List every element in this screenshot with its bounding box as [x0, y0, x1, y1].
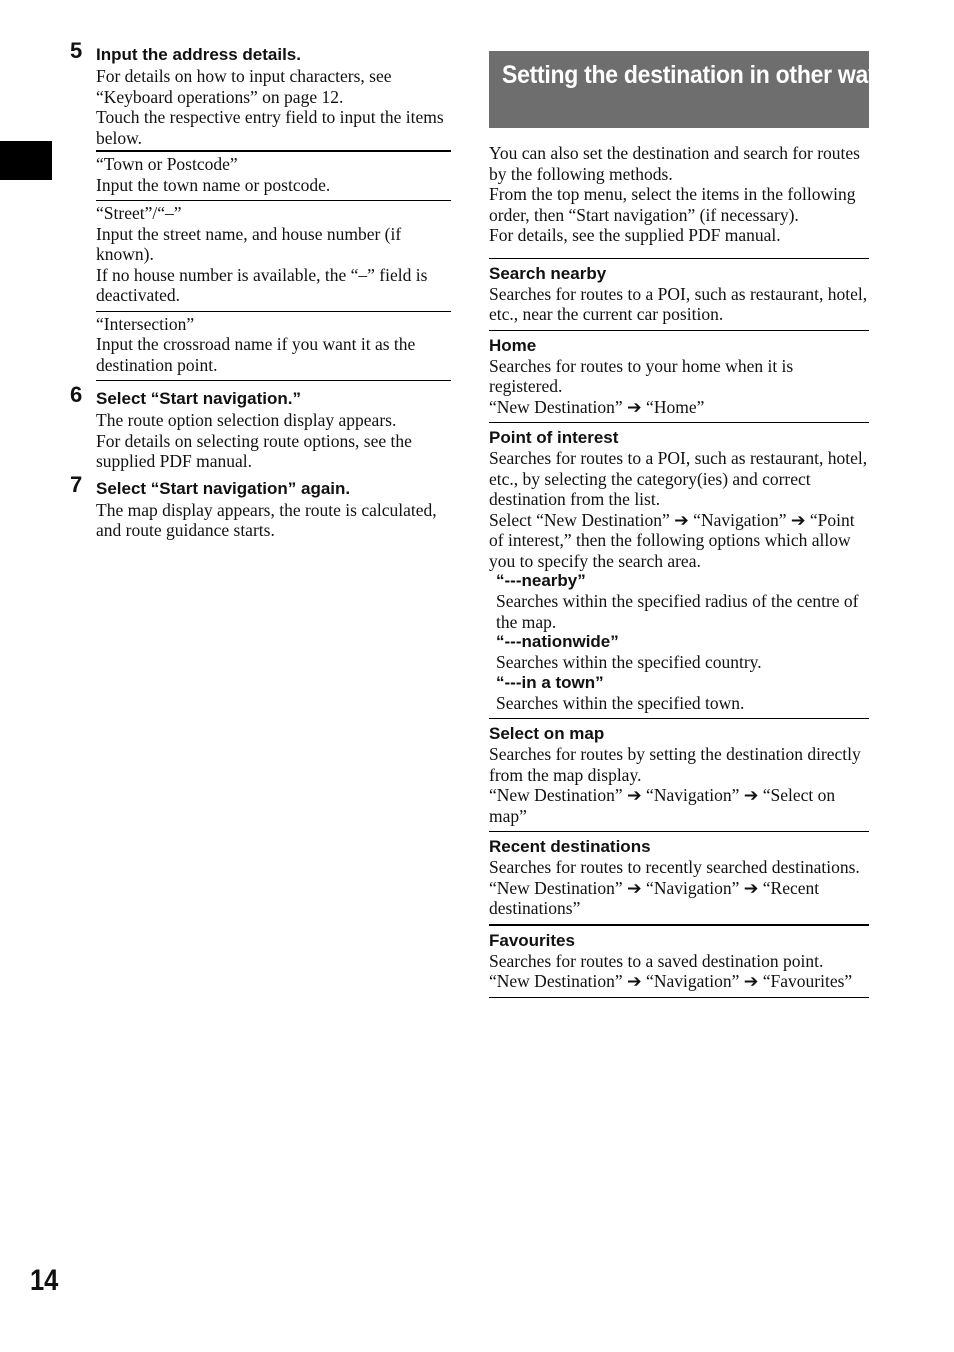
item-favourites	[489, 924, 869, 998]
item-select-on-map	[489, 718, 869, 831]
step-text: The route option selection display appears.	[96, 410, 397, 430]
item-path: “New Destination” ➔ “Navigation” ➔ “Select on map”	[489, 785, 836, 826]
option-nationwide	[489, 632, 869, 673]
step-text: For details on how to input characters, see “Keyboard operations” on page 12.	[96, 66, 392, 107]
option-desc: Searches within the specified country.	[496, 652, 762, 672]
item-desc: Searches for routes to your home when it is registered.	[489, 355, 794, 396]
option-title: “---nationwide”	[496, 632, 619, 651]
field-town-postcode	[96, 150, 451, 200]
step-number: 7	[70, 471, 83, 497]
item-title: Select on map	[489, 724, 605, 743]
section-title: Setting the destination in other ways	[502, 61, 894, 89]
option-title: “---nearby”	[496, 571, 586, 590]
item-desc: Searches for routes to a POI, such as restaurant, hotel, etc., by selecting the category(ies) and correct destination from the list.	[489, 448, 868, 509]
item-path: “New Destination” ➔ “Home”	[489, 396, 705, 417]
item-path: “New Destination” ➔ “Navigation” ➔ “Recent destinations”	[489, 877, 820, 918]
item-title: Point of interest	[489, 428, 619, 447]
step-6	[70, 382, 451, 472]
left-column	[70, 38, 451, 541]
step-title: Select “Start navigation” again.	[96, 478, 351, 498]
item-home	[489, 330, 869, 423]
item-path: “New Destination” ➔ “Navigation” ➔ “Favourites”	[489, 971, 853, 991]
step-text: For details on selecting route options, see the supplied PDF manual.	[96, 430, 412, 471]
field-street	[96, 200, 451, 311]
item-title: Home	[489, 335, 537, 355]
field-intersection	[96, 311, 451, 381]
item-title: Favourites	[489, 930, 575, 950]
step-text: Touch the respective entry field to input the items below.	[96, 107, 444, 148]
step-number: 5	[70, 38, 83, 63]
step-7	[70, 471, 451, 541]
step-number: 6	[70, 382, 83, 407]
page-number: 14	[30, 1264, 59, 1297]
field-desc: If no house number is available, the “–” field is deactivated.	[96, 264, 428, 305]
intro-text: From the top menu, select the items in the following order, then “Start navigation” (if necessary).	[489, 184, 856, 225]
item-title: Recent destinations	[489, 837, 651, 856]
field-desc: Input the town name or postcode.	[96, 174, 331, 195]
option-nearby	[489, 571, 869, 632]
option-in-a-town	[489, 673, 869, 714]
right-column	[489, 51, 894, 998]
intro-text: For details, see the supplied PDF manual.	[489, 225, 781, 245]
field-name: “Street”/“–”	[96, 203, 182, 223]
item-desc: Searches for routes to a POI, such as restaurant, hotel, etc., near the current car position.	[489, 283, 868, 324]
item-search-nearby	[489, 258, 869, 330]
item-recent-destinations	[489, 831, 869, 924]
step-title: Input the address details.	[96, 45, 301, 64]
section-intro	[489, 143, 869, 246]
field-list	[96, 150, 451, 381]
option-title: “---in a town”	[496, 672, 604, 692]
option-desc: Searches within the specified radius of the centre of the map.	[496, 591, 859, 632]
item-desc: Searches for routes by setting the destination directly from the map display.	[489, 744, 861, 785]
field-name: “Town or Postcode”	[96, 154, 238, 174]
item-title: Search nearby	[489, 263, 607, 283]
section-heading-box	[489, 51, 894, 128]
item-point-of-interest	[489, 422, 869, 718]
option-desc: Searches within the specified town.	[496, 692, 745, 713]
item-desc: Searches for routes to recently searched destinations.	[489, 857, 860, 877]
step-text: The map display appears, the route is calculated, and route guidance starts.	[96, 499, 437, 540]
item-desc: Searches for routes to a saved destination point.	[489, 950, 824, 971]
chapter-tab-marker	[0, 141, 52, 180]
intro-text: You can also set the destination and search for routes by the following methods.	[489, 143, 860, 184]
step-5	[70, 38, 451, 381]
field-desc: Input the crossroad name if you want it as the destination point.	[96, 334, 416, 375]
step-title: Select “Start navigation.”	[96, 389, 301, 408]
item-path: Select “New Destination” ➔ “Navigation” ➔ “Point of interest,” then the following options which allow you to specify the search area.	[489, 509, 855, 571]
field-desc: Input the street name, and house number (if known).	[96, 223, 402, 264]
field-name: “Intersection”	[96, 313, 195, 334]
